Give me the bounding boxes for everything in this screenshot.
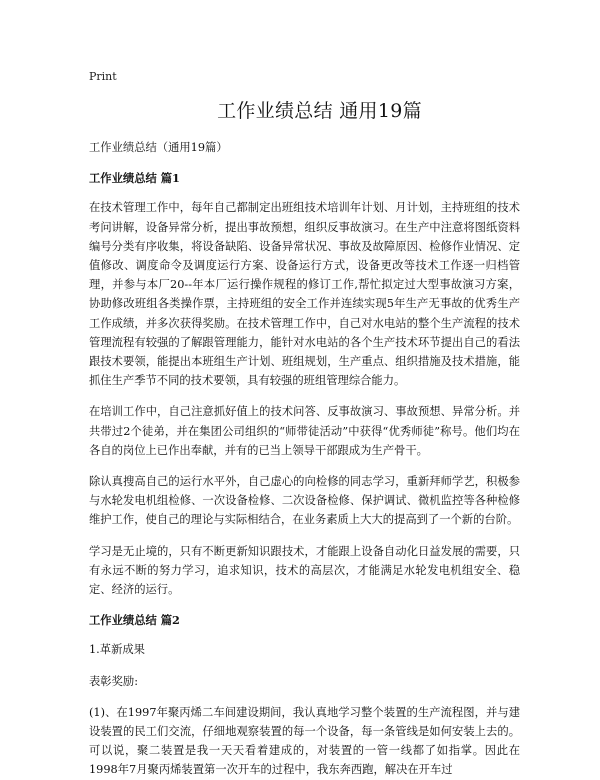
section1-paragraph-4: 学习是无止境的，只有不断更新知识跟技术，才能跟上设备自动化日益发展的需要，只有永远不断的努力学习，追求知识，技术的高层次，才能满足水轮发电机组安全、稳定、经济的运行。 bbox=[89, 544, 520, 597]
document-subtitle: 工作业绩总结（通用19篇） bbox=[89, 141, 228, 154]
section1-paragraph-1: 在技术管理工作中，每年自己都制定出班组技术培训年计划、月计划，主持班组的技术考问讲解，设备异常分析，提出事故预想，组织反事故演习。在生产中注意将图纸资料编号分类有序收集，将设备缺陷、设备异常状况、事故及故障原因、检修作业情况、定值修改、调度命令及调度运行方案、设备运行方式，设备更改等技术工作逐一归档管理，并参与本厂20--年本厂运行操作规程的修订工作,帮忙拟定过大型事故演习方案，协助修改班组各类操作票，主持班组的安全工作并连续实现5年生产无事故的优秀生产工作成绩，并多次获得奖励。在技术管理工作中，自己对水电站的整个生产流程的技术管理流程有较强的了解跟管理能力，能针对水电站的各个生产技术环节提出自己的看法跟技术要领，能提出本班组生产计划、班组规划，生产重点、组织措施及技术措施，能抓住生产季节不同的技术要领，具有较强的班组管理综合能力。 bbox=[89, 201, 520, 388]
page-title: 工作业绩总结 通用19篇 bbox=[217, 100, 422, 122]
section2-label: 表彰奖励: bbox=[89, 674, 138, 688]
section1-paragraph-3: 除认真搜高自己的运行水平外，自己虚心的向检修的同志学习，重新拜师学艺，积极参与水轮发电机组检修、一次设备检修、二次设备检修、保护调试、微机监控等各种检修维护工作，使自己的理论与实际相结合，在业务素质上大大的提高到了一个新的台阶。 bbox=[89, 475, 520, 527]
section2-paragraph-1: (1)、在1997年聚丙烯二车间建设期间，我认真地学习整个装置的生产流程图，并与建设装置的民工们交流，仔细地观察装置的每一个设备，每一条管线是如何安装上去的。可以说，聚二装置是我一天天看着建成的，对装置的一管一线都了如指掌。因此在1998年7月聚丙烯装置第一次开车的过程中，我东奔西跑，解决在开车过 bbox=[89, 705, 520, 777]
section2-item: 1.革新成果 bbox=[89, 643, 145, 657]
section-heading-1: 工作业绩总结 篇1 bbox=[89, 171, 180, 186]
section-heading-2: 工作业绩总结 篇2 bbox=[89, 613, 180, 628]
print-label[interactable]: Print bbox=[89, 70, 117, 83]
section1-paragraph-2: 在培训工作中，自己注意抓好值上的技术问答、反事故演习、事故预想、异常分析。并共带过2个徒弟，并在集团公司组织的“师带徒活动”中获得“优秀师徒”称号。他们均在各自的岗位上已作出奉献，并有的已当上领导干部跟成为生产骨干。 bbox=[89, 405, 520, 457]
